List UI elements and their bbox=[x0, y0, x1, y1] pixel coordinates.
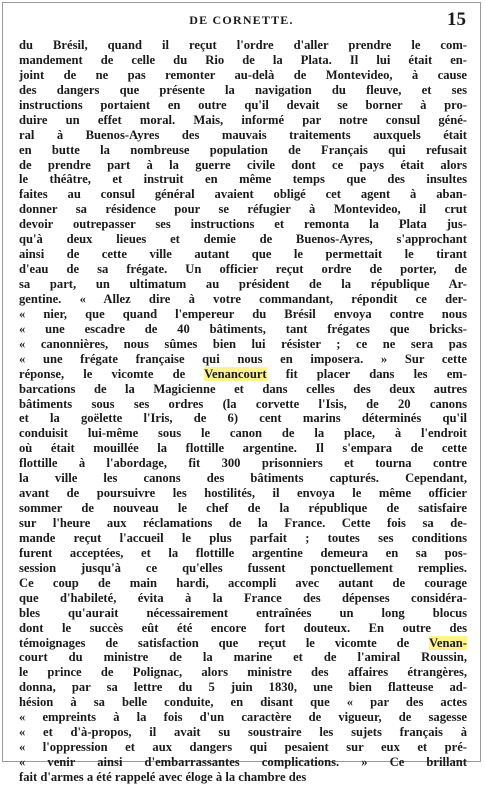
text-line: « venir ainsi d'embarrassantes complications. » Ce brillant bbox=[19, 755, 467, 769]
text-line: et la goëlette l'Iris, de 6) cent marins déterminés qu'il bbox=[19, 411, 467, 426]
text-line: joint de ne pas remonter au-delà de Montevideo, à cause bbox=[19, 67, 467, 82]
text-line bbox=[19, 367, 467, 382]
text-line: donner sa résidence pour se réfugier à Montevideo, il crut bbox=[19, 202, 467, 217]
text-line: le prince de Polignac, alors ministre des affaires étrangères, bbox=[19, 665, 467, 680]
text-line: sur l'heure aux réclamations de la France. Cette fois sa de- bbox=[19, 516, 467, 530]
text-line: du Brésil, quand il reçut l'ordre d'aller prendre le com- bbox=[19, 38, 467, 52]
text-line: « empreints à la fois d'un caractère de vigueur, de sagesse bbox=[19, 710, 467, 725]
text-body bbox=[19, 38, 467, 785]
text-line: « une escadre de 40 bâtiments, tant frégates que bricks- bbox=[19, 321, 467, 336]
text-line: « canonnières, nous sûmes bien lui résister ; ce ne sera pas bbox=[19, 336, 467, 351]
text-line: furent acceptées, et la flottille argentine demeura en sa pos- bbox=[19, 545, 467, 560]
text-line: faites au consul général avaient obligé cet agent à aban- bbox=[19, 187, 467, 202]
text-line: Ce coup de main hardi, accompli avec autant de courage bbox=[19, 575, 467, 590]
text-line: d'eau de sa frégate. Un officier reçut ordre de porter, de bbox=[19, 262, 467, 277]
text-line: bles qu'aurait nécessairement entraînées un long blocus bbox=[19, 605, 467, 620]
text-line: « une frégate française qui nous en imposera. » Sur cette bbox=[19, 351, 467, 366]
text-line bbox=[19, 636, 467, 651]
text-line: barcations de la Magicienne et dans celles des deux autres bbox=[19, 381, 467, 396]
text-line: « et d'à-propos, il avait su soustraire les sujets français à bbox=[19, 725, 467, 740]
search-highlight: Venan- bbox=[428, 635, 467, 650]
text-line: sommer de nouveau le chef de la république de satisfaire bbox=[19, 501, 467, 516]
text-line: mandement de celle du Rio de la Plata. Il lui était en- bbox=[19, 52, 467, 67]
text-line: court du ministre de la marine et de l'amiral Roussin, bbox=[19, 650, 467, 665]
search-highlight: Venancourt bbox=[204, 366, 267, 381]
text-line: instructions portaient en outre qu'il devait se borner à pro- bbox=[19, 97, 467, 112]
page-header bbox=[3, 11, 480, 33]
text-line: qu'à deux lieues et demie de Buenos-Ayres, s'approchant bbox=[19, 232, 467, 247]
text-line: avant de poursuivre les hostilités, il envoya le même officier bbox=[19, 486, 467, 501]
text-line: en butte la nombreuse population de Français qui refusait bbox=[19, 142, 467, 157]
text-segment: réponse, le vicomte de bbox=[19, 366, 205, 381]
page-number: 15 bbox=[447, 9, 466, 30]
text-line: ral à Buenos-Ayres des mauvais traitements auxquels était bbox=[19, 127, 467, 142]
text-line: mande reçut l'accueil le plus parfait ; toutes ses conditions bbox=[19, 530, 467, 545]
text-line: la ville les canons des bâtiments capturés. Cependant, bbox=[19, 471, 467, 486]
text-line: devoir outrepasser ses instructions et remonta la Plata jus- bbox=[19, 217, 467, 232]
text-line: « l'oppression et aux dangers qui pesaient sur eux et pré- bbox=[19, 740, 467, 755]
text-line: ainsi de cette ville autant que le permettait le tirant bbox=[19, 247, 467, 262]
text-line: donna, par sa lettre du 5 juin 1830, une bien flatteuse ad- bbox=[19, 680, 467, 695]
running-head: DE CORNETTE. bbox=[189, 13, 294, 27]
text-line: bâtiments sous ses ordres (la corvette l'Isis, de 20 canons bbox=[19, 396, 467, 411]
text-line: conduisit lui-même sous le canon de la place, à l'endroit bbox=[19, 426, 467, 441]
text-line: « nier, que quand l'empereur du Brésil envoya contre nous bbox=[19, 306, 467, 321]
text-line: dont le succès eût été encore fort douteux. En outre des bbox=[19, 620, 467, 635]
text-line: où était mouillée la flottille argentine. Il s'empara de cette bbox=[19, 441, 467, 456]
text-line: fait d'armes a été rappelé avec éloge à la chambre des bbox=[19, 769, 307, 784]
text-line: duire un effet moral. Mais, informé par notre consul géné- bbox=[19, 112, 467, 127]
text-line: de prendre part à la guerre civile dont ce pays était alors bbox=[19, 157, 467, 172]
text-line: le théâtre, et instruit en même temps que des insultes bbox=[19, 172, 467, 187]
page-frame bbox=[2, 2, 481, 784]
text-segment: fit placer dans les em- bbox=[266, 366, 467, 381]
text-line: session jusqu'à ce qu'elles fussent ponctuellement remplies. bbox=[19, 560, 467, 575]
text-line: flottille à l'abordage, fit 300 prisonniers et tourna contre bbox=[19, 456, 467, 471]
text-line: sa part, un ultimatum au président de la république Ar- bbox=[19, 277, 467, 291]
text-segment: témoignages de satisfaction que reçut le vicomte de bbox=[19, 635, 429, 650]
text-line: gentine. « Allez dire à votre commandant, répondit ce der- bbox=[19, 291, 467, 306]
text-line: hésion à sa belle conduite, en disant que « par des actes bbox=[19, 695, 467, 710]
text-line: des dangers que présente la navigation du fleuve, et ses bbox=[19, 82, 467, 97]
text-line: que d'habileté, évita à la France des dépenses considéra- bbox=[19, 590, 467, 605]
